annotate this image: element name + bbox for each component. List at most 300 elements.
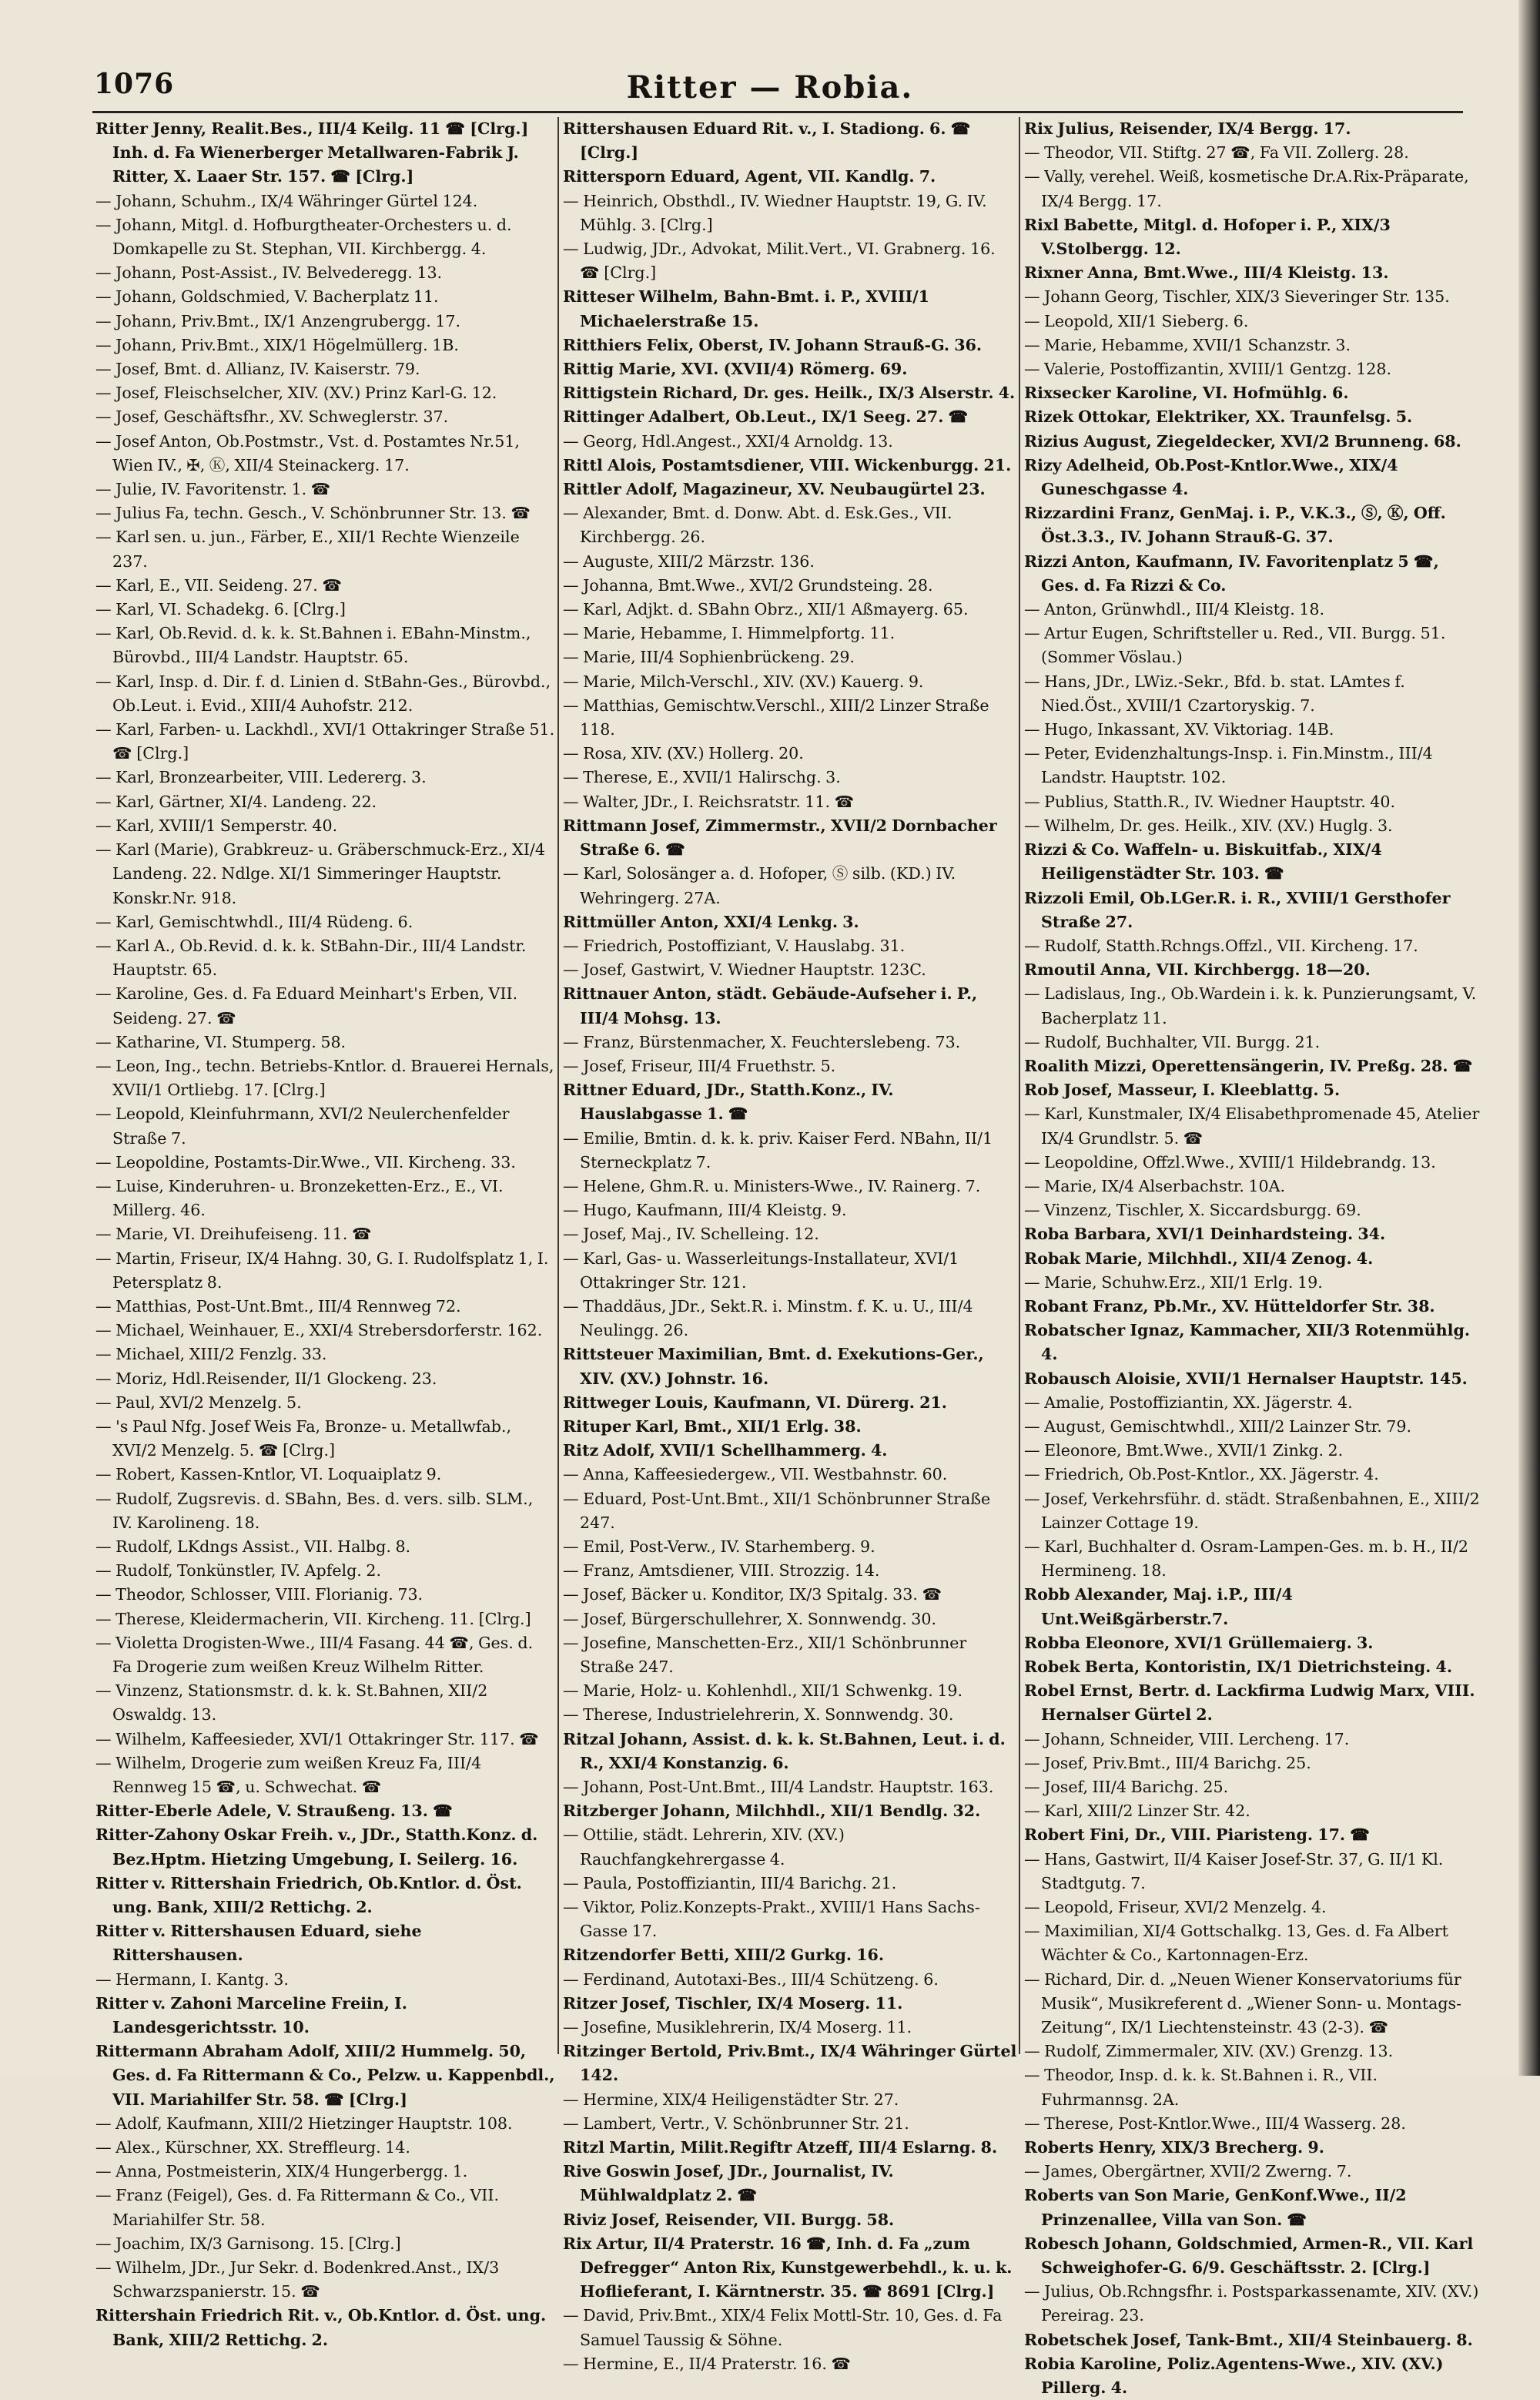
directory-entry-sub: [1024, 790, 1480, 814]
directory-entry-sub: [1024, 982, 1480, 1030]
directory-entry-sub: [563, 2088, 1017, 2112]
entry-text: — Rudolf, LKdngs Assist., VII. Halbg. 8.: [95, 1537, 411, 1556]
entry-text: Robesch Johann, Goldschmied, Armen-R., VII. Karl Schweighofer-G. 6/9. Geschäftsstr. 2. [Clrg.]: [1024, 2234, 1474, 2278]
directory-entry-sub: [1024, 814, 1480, 838]
directory-entry-sub: [1024, 1751, 1480, 1775]
column-divider: [557, 117, 559, 2054]
entry-text: — Vinzenz, Tischler, X. Siccardsburgg. 69.: [1024, 1201, 1361, 1220]
entry-text: Rizzi Anton, Kaufmann, IV. Favoritenplatz 5 ☎, Ges. d. Fa Rizzi & Co.: [1024, 551, 1439, 595]
entry-text: — August, Gemischtwhdl., XIII/2 Lainzer Str. 79.: [1024, 1416, 1412, 1436]
entry-text: Roalith Mizzi, Operettensängerin, IV. Preßg. 28. ☎: [1024, 1056, 1473, 1075]
directory-entry-sub: [95, 1463, 555, 1487]
entry-text: Rix Julius, Reisender, IX/4 Bergg. 17.: [1024, 119, 1351, 138]
entry-text: — Josef Anton, Ob.Postmstr., Vst. d. Postamtes Nr.51, Wien IV., ✠, Ⓚ, XII/4 Steinackerg. 17.: [95, 431, 520, 474]
entry-text: — Julius, Ob.Rchngsfhr. i. Postsparkassenamte, XIV. (XV.) Pereirag. 23.: [1024, 2282, 1479, 2325]
entry-text: Rittnauer Anton, städt. Gebäude-Aufseher i. P., III/4 Mohsg. 13.: [563, 984, 978, 1027]
directory-entry-sub: [95, 1222, 555, 1246]
entry-text: Rive Goswin Josef, JDr., Journalist, IV. Mühlwaldplatz 2. ☎: [563, 2162, 894, 2205]
entry-text: Robetschek Josef, Tank-Bmt., XII/4 Steinbauerg. 8.: [1024, 2330, 1473, 2349]
column-1: [95, 117, 555, 2349]
entry-text: — Paul, XVI/2 Menzelg. 5.: [95, 1393, 302, 1412]
directory-entry-sub: [563, 574, 1017, 598]
entry-text: — Matthias, Gemischtw.Verschl., XIII/2 Linzer Straße 118.: [563, 696, 989, 739]
directory-entry-sub: [95, 718, 555, 766]
directory-entry-sub: [1024, 2112, 1480, 2136]
directory-entry-head: [1024, 1295, 1480, 1319]
entry-text: Rittl Alois, Postamtsdiener, VIII. Wickenburgg. 21.: [563, 455, 1012, 474]
directory-entry-sub: [563, 1559, 1017, 1583]
entry-text: — Robert, Kassen-Kntlor, VI. Loquaiplatz 9.: [95, 1465, 442, 1484]
directory-entry-sub: [95, 934, 555, 982]
entry-text: — Karl, XVIII/1 Semperstr. 40.: [95, 816, 338, 835]
directory-entry-sub: [563, 1607, 1017, 1631]
entry-text: — Karl (Marie), Grabkreuz- u. Gräberschmuck-Erz., XI/4 Landeng. 22. Ndlge. XI/1 Simmeringer Hauptstr. Konskr.Nr. 918.: [95, 840, 545, 907]
entry-text: — Marie, Holz- u. Kohlenhdl., XII/1 Schwenkg. 19.: [563, 1681, 963, 1701]
directory-entry-sub: [1024, 1535, 1480, 1583]
directory-entry-sub: [563, 1031, 1017, 1054]
entry-text: — Emilie, Bmtin. d. k. k. priv. Kaiser Ferd. NBahn, II/1 Sterneckplatz 7.: [563, 1128, 993, 1172]
directory-entry-head: [1024, 550, 1480, 598]
entry-text: — Amalie, Postoffiziantin, XX. Jägerstr. 4.: [1024, 1393, 1353, 1412]
entry-text: — Hermine, XIX/4 Heiligenstädter Str. 27.: [563, 2090, 899, 2109]
entry-text: — Josef, Priv.Bmt., III/4 Barichg. 25.: [1024, 1753, 1311, 1772]
directory-entry-head: [1024, 381, 1480, 405]
entry-text: Roberts Henry, XIX/3 Brecherg. 9.: [1024, 2138, 1324, 2157]
directory-entry-sub: [95, 574, 555, 598]
entry-text: — Leopold, XII/1 Sieberg. 6.: [1024, 311, 1249, 330]
entry-text: — Anna, Kaffeesiedergew., VII. Westbahnstr. 60.: [563, 1465, 948, 1484]
entry-text: Rittler Adolf, Magazineur, XV. Neubaugürtel 23.: [563, 480, 986, 499]
directory-entry-sub: [563, 1872, 1017, 1896]
directory-entry-sub: [563, 958, 1017, 982]
directory-entry-sub: [1024, 1151, 1480, 1175]
directory-entry-head: [95, 2040, 555, 2112]
entry-text: — Leopoldine, Offzl.Wwe., XVIII/1 Hildebrandg. 13.: [1024, 1152, 1436, 1172]
directory-entry-sub: [95, 1559, 555, 1583]
entry-text: — Wilhelm, Kaffeesieder, XVI/1 Ottakringer Str. 117. ☎: [95, 1729, 539, 1748]
entry-text: Ritzer Josef, Tischler, IX/4 Moserg. 11.: [563, 1993, 903, 2013]
entry-text: — Franz (Feigel), Ges. d. Fa Rittermann & Co., VII. Mariahilfer Str. 58.: [95, 2186, 500, 2229]
entry-text: Robausch Aloisie, XVII/1 Hernalser Hauptstr. 145.: [1024, 1369, 1468, 1388]
entry-text: — Wilhelm, JDr., Jur Sekr. d. Bodenkred.Anst., IX/3 Schwarzspanierstr. 15. ☎: [95, 2258, 500, 2301]
entry-text: Roba Barbara, XVI/1 Deinhardsteing. 34.: [1024, 1225, 1386, 1244]
directory-entry-head: [563, 910, 1017, 934]
entry-text: — Hugo, Kaufmann, III/4 Kleistg. 9.: [563, 1201, 847, 1220]
entry-text: Rizek Ottokar, Elektriker, XX. Traunfelsg. 5.: [1024, 407, 1413, 427]
entry-text: — Vinzenz, Stationsmstr. d. k. k. St.Bahnen, XII/2 Oswaldg. 13.: [95, 1681, 488, 1725]
entry-text: — Richard, Dir. d. „Neuen Wiener Konservatoriums für Musik“, Musikreferent d. „Wiener Sonn- u. Montags-Zeitung“, IX/1 Liechtensteinstr. 43 (2-3). ☎: [1024, 1969, 1462, 2037]
directory-entry-sub: [95, 670, 555, 718]
directory-entry-sub: [563, 1222, 1017, 1246]
entry-text: — Marie, VI. Dreihufeiseng. 11. ☎: [95, 1225, 372, 1244]
directory-entry-head: [1024, 261, 1480, 285]
entry-text: — Therese, E., XVII/1 Halirschg. 3.: [563, 768, 841, 787]
entry-text: — Emil, Post-Verw., IV. Starhemberg. 9.: [563, 1537, 875, 1556]
directory-entry-sub: [563, 670, 1017, 694]
entry-text: — Karl sen. u. jun., Färber, E., XII/1 Rechte Wienzeile 237.: [95, 528, 520, 571]
entry-text: — Johann, Post-Unt.Bmt., III/4 Landstr. Hauptstr. 163.: [563, 1778, 994, 1797]
entry-text: Rittigstein Richard, Dr. ges. Heilk., IX/3 Alserstr. 4.: [563, 384, 1016, 403]
entry-text: — Josefine, Manschetten-Erz., XII/1 Schönbrunner Straße 247.: [563, 1633, 967, 1676]
entry-text: — Marie, Hebamme, I. Himmelpfortg. 11.: [563, 624, 896, 643]
directory-entry-sub: [563, 1295, 1017, 1342]
entry-text: — Alexander, Bmt. d. Donw. Abt. d. Esk.Ges., VII. Kirchbergg. 26.: [563, 504, 952, 547]
directory-entry-sub: [95, 1175, 555, 1222]
entry-text: Roberts van Son Marie, GenKonf.Wwe., II/2 Prinzenallee, Villa van Son. ☎: [1024, 2186, 1407, 2229]
directory-entry-head: [1024, 1367, 1480, 1391]
directory-entry-sub: [563, 1463, 1017, 1487]
entry-text: — Hans, Gastwirt, II/4 Kaiser Josef-Str. 37, G. II/1 Kl. Stadtgutg. 7.: [1024, 1849, 1444, 1892]
entry-text: Rizzoli Emil, Ob.LGer.R. i. R., XVIII/1 Gersthofer Straße 27.: [1024, 888, 1451, 931]
directory-entry-sub: [563, 2112, 1017, 2136]
entry-text: — Karl, VI. Schadekg. 6. [Clrg.]: [95, 600, 346, 619]
directory-entry-sub: [1024, 1919, 1480, 1967]
directory-entry-sub: [1024, 1271, 1480, 1295]
directory-entry-sub: [95, 1535, 555, 1559]
entry-text: Rizius August, Ziegeldecker, XVI/2 Brunneng. 68.: [1024, 431, 1461, 451]
entry-text: — Ferdinand, Autotaxi-Bes., III/4 Schützeng. 6.: [563, 1969, 939, 1989]
entry-text: — Hermann, I. Kantg. 3.: [95, 1969, 289, 1989]
entry-text: Ritter-Eberle Adele, V. Straußeng. 13. ☎: [95, 1802, 453, 1821]
directory-entry-sub: [1024, 357, 1480, 381]
directory-entry-sub: [1024, 934, 1480, 958]
entry-text: — James, Obergärtner, XVII/2 Zwerng. 7.: [1024, 2162, 1352, 2181]
entry-text: — Josef, Fleischselcher, XIV. (XV.) Prinz Karl-G. 12.: [95, 384, 497, 403]
directory-entry-sub: [1024, 598, 1480, 622]
entry-text: — Marie, Milch-Verschl., XIV. (XV.) Kauerg. 9.: [563, 672, 924, 691]
entry-text: — Johann, Priv.Bmt., IX/1 Anzengrubergg. 17.: [95, 311, 461, 330]
directory-entry-head: [563, 2160, 1017, 2207]
entry-text: Ritthiers Felix, Oberst, IV. Johann Strauß-G. 36.: [563, 335, 983, 354]
entry-text: — Rudolf, Zugsrevis. d. SBahn, Bes. d. vers. silb. SLM., IV. Karolineng. 18.: [95, 1489, 534, 1532]
entry-text: — Josefine, Musiklehrerin, IX/4 Moserg. 11.: [563, 2018, 912, 2037]
directory-entry-sub: [95, 1151, 555, 1175]
directory-entry-sub: [1024, 285, 1480, 309]
directory-entry-head: [1024, 2232, 1480, 2280]
directory-entry-sub: [95, 2112, 555, 2136]
directory-entry-sub: [95, 430, 555, 478]
entry-text: Robia Karoline, Poliz.Agentens-Wwe., XIV. (XV.) Pillerg. 4.: [1024, 2354, 1444, 2398]
entry-text: — Theodor, Insp. d. k. k. St.Bahnen i. R., VII. Fuhrmannsg. 2A.: [1024, 2066, 1378, 2109]
entry-text: — Josef, Bäcker u. Konditor, IX/3 Spitalg. 33. ☎: [563, 1585, 942, 1604]
entry-text: Rizzi & Co. Waffeln- u. Biskuitfab., XIX/4 Heiligenstädter Str. 103. ☎: [1024, 840, 1382, 883]
directory-entry-head: [1024, 2352, 1480, 2400]
directory-entry-head: [95, 2304, 555, 2351]
entry-text: — Rosa, XIV. (XV.) Hollerg. 20.: [563, 744, 804, 763]
entry-text: Rittsteuer Maximilian, Bmt. d. Exekutions-Ger., XIV. (XV.) Johnstr. 16.: [563, 1345, 984, 1388]
entry-text: — Violetta Drogisten-Wwe., III/4 Fasang. 44 ☎, Ges. d. Fa Drogerie zum weißen Kreuz Wilhelm Ritter.: [95, 1633, 534, 1676]
directory-entry-head: [1024, 958, 1480, 982]
entry-text: — Ludwig, JDr., Advokat, Milit.Vert., VI. Grabnerg. 16. ☎ [Clrg.]: [563, 240, 996, 283]
directory-entry-head: [1024, 1054, 1480, 1078]
entry-text: — Johann, Post-Assist., IV. Belvederegg. 13.: [95, 263, 443, 283]
directory-entry-sub: [95, 189, 555, 213]
directory-entry-sub: [95, 2232, 555, 2256]
directory-entry-head: [563, 2040, 1017, 2087]
entry-text: — Eleonore, Bmt.Wwe., XVII/1 Zinkg. 2.: [1024, 1441, 1344, 1460]
header-rule: [92, 111, 1463, 113]
entry-text: — Friedrich, Postoffiziant, V. Hauslabg. 31.: [563, 936, 906, 955]
entry-text: — Auguste, XIII/2 Märzstr. 136.: [563, 551, 815, 571]
entry-text: Ritzberger Johann, Milchhdl., XII/1 Bendlg. 32.: [563, 1802, 981, 1821]
directory-entry-sub: [95, 310, 555, 334]
entry-text: — Theodor, Schlosser, VIII. Florianig. 73.: [95, 1585, 424, 1604]
entry-text: — Josef, Geschäftsfhr., XV. Schweglerstr. 37.: [95, 407, 449, 427]
directory-entry-sub: [563, 1631, 1017, 1679]
directory-entry-sub: [1024, 1728, 1480, 1751]
entry-text: Robb Alexander, Maj. i.P., III/4 Unt.Weißgärberstr.7.: [1024, 1585, 1293, 1628]
entry-text: Rixl Babette, Mitgl. d. Hofoper i. P., XIX/3 V.Stolbergg. 12.: [1024, 215, 1391, 259]
entry-text: — Rudolf, Tonkünstler, IV. Apfelg. 2.: [95, 1561, 382, 1580]
entry-text: — Johann, Goldschmied, V. Bacherplatz 11.: [95, 287, 439, 307]
entry-text: — Rudolf, Statth.Rchngs.Offzl., VII. Kircheng. 17.: [1024, 936, 1418, 955]
entry-text: — 's Paul Nfg. Josef Weis Fa, Bronze- u. Metallwfab., XVI/2 Menzelg. 5. ☎ [Clrg.]: [95, 1416, 511, 1460]
directory-entry-head: [563, 357, 1017, 381]
entry-text: — Alex., Kürschner, XX. Streffleurg. 14.: [95, 2138, 410, 2157]
entry-text: — Franz, Bürstenmacher, X. Feuchterslebeng. 73.: [563, 1032, 961, 1051]
entry-text: — Heinrich, Obsthdl., IV. Wiedner Hauptstr. 19, G. IV. Mühlg. 3. [Clrg.]: [563, 191, 987, 234]
directory-entry-head: [563, 1728, 1017, 1775]
entry-text: — Marie, IX/4 Alserbachstr. 10A.: [1024, 1176, 1286, 1195]
directory-entry-head: [563, 1415, 1017, 1439]
directory-entry-sub: [95, 1968, 555, 1992]
directory-entry-head: [1024, 1631, 1480, 1655]
directory-entry-head: [563, 1078, 1017, 1126]
directory-entry-sub: [563, 1823, 1017, 1871]
directory-entry-head: [563, 381, 1017, 405]
directory-entry-head: [563, 454, 1017, 478]
entry-text: — Viktor, Poliz.Konzepts-Prakt., XVIII/1 Hans Sachs-Gasse 17.: [563, 1898, 980, 1941]
entry-text: Rix Artur, II/4 Praterstr. 16 ☎, Inh. d. Fa „zum Defregger“ Anton Rix, Kunstgewerbehdl., k. u. k. Hoflieferant, I. Kärntnerstr. 35. ☎ 8691 [Clrg.]: [563, 2234, 1013, 2301]
directory-entry-sub: [95, 1319, 555, 1342]
entry-text: Rittershausen Eduard Rit. v., I. Stadiong. 6. ☎ [Clrg.]: [563, 119, 971, 163]
column-2: [563, 117, 1017, 2373]
entry-text: — Josef, Maj., IV. Schelleing. 12.: [563, 1225, 819, 1244]
directory-entry-head: [563, 982, 1017, 1030]
directory-entry-sub: [563, 550, 1017, 574]
entry-text: — Eduard, Post-Unt.Bmt., XII/1 Schönbrunner Straße 247.: [563, 1489, 991, 1532]
directory-entry-head: [1024, 454, 1480, 501]
entry-text: — Wilhelm, Dr. ges. Heilk., XIV. (XV.) Huglg. 3.: [1024, 816, 1393, 835]
directory-entry-head: [563, 2208, 1017, 2232]
entry-text: — Publius, Statth.R., IV. Wiedner Hauptstr. 40.: [1024, 792, 1396, 811]
entry-text: — Hans, JDr., LWiz.-Sekr., Bfd. b. stat. LAmtes f. Nied.Öst., XVIII/1 Czartoryskig. 7.: [1024, 672, 1405, 715]
entry-text: Rixner Anna, Bmt.Wwe., III/4 Kleistg. 13.: [1024, 263, 1389, 283]
entry-text: Ritzl Martin, Milit.Regiftr Atzeff, III/4 Eslarng. 8.: [563, 2138, 998, 2157]
entry-text: — Karoline, Ges. d. Fa Eduard Meinhart's Erben, VII. Seideng. 27. ☎: [95, 984, 518, 1027]
directory-entry-sub: [1024, 1439, 1480, 1463]
directory-entry-head: [95, 117, 555, 189]
entry-text: Robba Eleonore, XVI/1 Grüllemaierg. 3.: [1024, 1633, 1374, 1652]
entry-text: Rob Josef, Masseur, I. Kleeblattg. 5.: [1024, 1081, 1341, 1100]
directory-entry-head: [563, 1342, 1017, 1390]
directory-entry-sub: [95, 1679, 555, 1727]
directory-entry-sub: [563, 766, 1017, 789]
directory-entry-head: [1024, 405, 1480, 429]
entry-text: — Karl, Gemischtwhdl., III/4 Rüdeng. 6.: [95, 912, 413, 931]
directory-entry-head: [563, 1391, 1017, 1415]
entry-text: — Josef, Gastwirt, V. Wiedner Hauptstr. 123C.: [563, 960, 926, 980]
entry-text: — Josef, Verkehrsführ. d. städt. Straßenbahnen, E., XIII/2 Lainzer Cottage 19.: [1024, 1489, 1480, 1532]
entry-text: Ritzinger Bertold, Priv.Bmt., IX/4 Währinger Gürtel 142.: [563, 2042, 1017, 2085]
directory-entry-head: [563, 117, 1017, 165]
directory-entry-sub: [1024, 1463, 1480, 1487]
entry-text: Ritter v. Rittershain Friedrich, Ob.Kntlor. d. Öst. ung. Bank, XIII/2 Rettichg. 2.: [95, 1873, 522, 1917]
entry-text: — Johann, Schuhm., IX/4 Währinger Gürtel 124.: [95, 191, 478, 210]
entry-text: Robert Fini, Dr., VIII. Piaristeng. 17. ☎: [1024, 1825, 1370, 1845]
directory-entry-sub: [95, 213, 555, 261]
entry-text: Rittersporn Eduard, Agent, VII. Kandlg. 7.: [563, 167, 936, 186]
directory-entry-head: [563, 814, 1017, 862]
entry-text: — Georg, Hdl.Angest., XXI/4 Arnoldg. 13.: [563, 431, 893, 451]
directory-entry-sub: [95, 1247, 555, 1295]
entry-text: — Therese, Post-Kntlor.Wwe., III/4 Wasserg. 28.: [1024, 2113, 1406, 2133]
directory-entry-sub: [95, 622, 555, 669]
entry-text: — Karl, Kunstmaler, IX/4 Elisabethpromenade 45, Atelier IX/4 Grundlstr. 5. ☎: [1024, 1104, 1480, 1148]
directory-entry-sub: [1024, 1799, 1480, 1823]
directory-entry-head: [563, 165, 1017, 189]
directory-entry-head: [1024, 430, 1480, 454]
directory-entry-sub: [1024, 1896, 1480, 1919]
directory-entry-sub: [95, 1751, 555, 1799]
directory-entry-head: [1024, 2136, 1480, 2160]
directory-entry-sub: [95, 910, 555, 934]
entry-text: Ritter v. Zahoni Marceline Freiin, I. Landesgerichtsstr. 10.: [95, 1993, 407, 2037]
directory-entry-sub: [95, 501, 555, 525]
entry-text: — Lambert, Vertr., V. Schönbrunner Str. 21.: [563, 2113, 909, 2133]
entry-text: — Adolf, Kaufmann, XIII/2 Hietzinger Hauptstr. 108.: [95, 2113, 513, 2133]
entry-text: Ritter v. Rittershausen Eduard, siehe Rittershausen.: [95, 1922, 422, 1965]
entry-text: — Karl, Insp. d. Dir. f. d. Linien d. StBahn-Ges., Bürovbd., Ob.Leut. i. Evid., XIII/4 Auhofstr. 212.: [95, 672, 551, 715]
directory-entry-sub: [1024, 1487, 1480, 1535]
directory-entry-sub: [563, 1679, 1017, 1703]
directory-entry-sub: [95, 766, 555, 789]
entry-text: — Marie, Schuhw.Erz., XII/1 Erlg. 19.: [1024, 1272, 1323, 1292]
entry-text: — Therese, Industrielehrerin, X. Sonnwendg. 30.: [563, 1705, 954, 1725]
directory-entry-head: [1024, 2328, 1480, 2352]
entry-text: Robel Ernst, Bertr. d. Lackfirma Ludwig Marx, VIII. Hernalser Gürtel 2.: [1024, 1681, 1475, 1725]
entry-text: — Valerie, Postoffizantin, XVIII/1 Gentzg. 128.: [1024, 360, 1392, 379]
directory-entry-sub: [1024, 334, 1480, 357]
directory-entry-sub: [1024, 1775, 1480, 1799]
entry-text: — Matthias, Post-Unt.Bmt., III/4 Rennweg 72.: [95, 1296, 461, 1316]
directory-entry-sub: [95, 285, 555, 309]
entry-text: — Vally, verehel. Weiß, kosmetische Dr.A.Rix-Präparate, IX/4 Bergg. 17.: [1024, 167, 1469, 210]
entry-text: — Artur Eugen, Schriftsteller u. Red., VII. Burgg. 51. (Sommer Vöslau.): [1024, 624, 1446, 667]
directory-entry-sub: [1024, 2280, 1480, 2328]
entry-text: — Wilhelm, Drogerie zum weißen Kreuz Fa, III/4 Rennweg 15 ☎, u. Schwechat. ☎: [95, 1753, 482, 1797]
directory-entry-sub: [95, 1415, 555, 1463]
entry-text: — Friedrich, Ob.Post-Kntlor., XX. Jägerstr. 4.: [1024, 1465, 1379, 1484]
entry-text: — Thaddäus, JDr., Sekt.R. i. Minstm. f. K. u. U., III/4 Neulingg. 26.: [563, 1296, 973, 1340]
entry-text: — Hugo, Inkassant, XV. Viktoriag. 14B.: [1024, 720, 1334, 739]
directory-entry-sub: [95, 1295, 555, 1319]
entry-text: — Paula, Postoffiziantin, III/4 Barichg. 21.: [563, 1873, 897, 1892]
directory-entry-sub: [95, 2136, 555, 2160]
directory-entry-sub: [1024, 141, 1480, 165]
entry-text: Rittweger Louis, Kaufmann, VI. Dürerg. 21.: [563, 1393, 947, 1412]
directory-entry-sub: [95, 1054, 555, 1102]
directory-entry-sub: [95, 598, 555, 622]
entry-text: — Katharine, VI. Stumperg. 58.: [95, 1032, 346, 1051]
directory-entry-sub: [95, 1031, 555, 1054]
directory-entry-sub: [95, 334, 555, 357]
entry-text: — Walter, JDr., I. Reichsratstr. 11. ☎: [563, 792, 855, 811]
entry-text: — Josef, Bmt. d. Allianz, IV. Kaiserstr. 79.: [95, 360, 420, 379]
entry-text: Robak Marie, Milchhdl., XII/4 Zenog. 4.: [1024, 1249, 1374, 1268]
directory-entry-head: [563, 1439, 1017, 1463]
directory-entry-head: [1024, 213, 1480, 261]
entry-text: Robatscher Ignaz, Kammacher, XII/3 Rotenmühlg. 4.: [1024, 1321, 1471, 1364]
directory-entry-sub: [1024, 1391, 1480, 1415]
directory-entry-sub: [95, 525, 555, 573]
directory-entry-sub: [563, 189, 1017, 237]
entry-text: — Julie, IV. Favoritenstr. 1. ☎: [95, 480, 331, 499]
directory-entry-head: [95, 1799, 555, 1823]
entry-text: Ritter Jenny, Realit.Bes., III/4 Keilg. 11 ☎ [Clrg.] Inh. d. Fa Wienerberger Metallwaren-Fabrik J. Ritter, X. Laaer Str. 157. ☎ [Clrg.]: [95, 119, 529, 186]
entry-text: — Ladislaus, Ing., Ob.Wardein i. k. k. Punzierungsamt, V. Bacherplatz 11.: [1024, 984, 1477, 1027]
directory-entry-sub: [95, 2256, 555, 2304]
entry-text: Rizy Adelheid, Ob.Post-Kntlor.Wwe., XIX/4 Guneschgasse 4.: [1024, 455, 1398, 499]
directory-entry-head: [1024, 1823, 1480, 1847]
entry-text: — Karl, XIII/2 Linzer Str. 42.: [1024, 1802, 1250, 1821]
directory-entry-head: [1024, 1222, 1480, 1246]
directory-entry-head: [563, 334, 1017, 357]
directory-entry-sub: [95, 2160, 555, 2184]
entry-text: — Julius Fa, techn. Gesch., V. Schönbrunner Str. 13. ☎: [95, 504, 531, 523]
entry-text: — Josef, Bürgerschullehrer, X. Sonnwendg. 30.: [563, 1609, 937, 1628]
entry-text: — Karl, Farben- u. Lackhdl., XVI/1 Ottakringer Straße 51. ☎ [Clrg.]: [95, 720, 555, 763]
directory-entry-sub: [1024, 1968, 1480, 2040]
entry-text: — Johann, Schneider, VIII. Lercheng. 17.: [1024, 1729, 1350, 1748]
entry-text: — Leopold, Kleinfuhrmann, XVI/2 Neulerchenfelder Straße 7.: [95, 1104, 510, 1148]
directory-entry-sub: [95, 261, 555, 285]
directory-entry-sub: [563, 1968, 1017, 1992]
entry-text: — Joachim, IX/3 Garnisong. 15. [Clrg.]: [95, 2234, 401, 2253]
entry-text: — Leon, Ing., techn. Betriebs-Kntlor. d. Brauerei Hernals, XVII/1 Ortliebg. 17. [Clrg.]: [95, 1056, 554, 1100]
entry-text: — Karl, Buchhalter d. Osram-Lampen-Ges. m. b. H., II/2 Hermineng. 18.: [1024, 1537, 1469, 1580]
directory-entry-head: [1024, 1655, 1480, 1679]
directory-entry-sub: [563, 501, 1017, 549]
directory-entry-head: [1024, 1679, 1480, 1727]
entry-text: — Marie, III/4 Sophienbrückeng. 29.: [563, 648, 855, 667]
entry-text: — Michael, XIII/2 Fenzlg. 33.: [95, 1345, 327, 1364]
entry-text: Ritz Adolf, XVII/1 Schellhammerg. 4.: [563, 1441, 888, 1460]
directory-entry-sub: [95, 1728, 555, 1751]
entry-text: — Johanna, Bmt.Wwe., XVI/2 Grundsteing. 28.: [563, 575, 933, 595]
directory-entry-sub: [1024, 1175, 1480, 1198]
entry-text: — Maximilian, XI/4 Gottschalkg. 13, Ges. d. Fa Albert Wächter & Co., Kartonnagen-Erz.: [1024, 1922, 1448, 1965]
directory-entry-head: [563, 405, 1017, 429]
directory-entry-sub: [563, 622, 1017, 645]
directory-entry-sub: [563, 862, 1017, 910]
directory-entry-sub: [1024, 622, 1480, 669]
directory-entry-sub: [1024, 165, 1480, 213]
directory-entry-sub: [95, 1102, 555, 1150]
entry-text: — Josef, III/4 Barichg. 25.: [1024, 1778, 1229, 1797]
directory-entry-head: [1024, 1078, 1480, 1102]
directory-entry-sub: [95, 1367, 555, 1391]
directory-entry-sub: [563, 694, 1017, 742]
directory-entry-sub: [1024, 1031, 1480, 1054]
entry-text: — Karl, Gas- u. Wasserleitungs-Installateur, XVI/1 Ottakringer Str. 121.: [563, 1249, 959, 1292]
directory-entry-sub: [563, 645, 1017, 669]
directory-entry-sub: [563, 2304, 1017, 2351]
entry-text: Riviz Josef, Reisender, VII. Burgg. 58.: [563, 2210, 895, 2229]
entry-text: — Karl A., Ob.Revid. d. k. k. StBahn-Dir., III/4 Landstr. Hauptstr. 65.: [95, 936, 527, 980]
entry-text: Rituper Karl, Bmt., XII/1 Erlg. 38.: [563, 1416, 862, 1436]
entry-text: — Michael, Weinhauer, E., XXI/4 Strebersdorferstr. 162.: [95, 1321, 543, 1340]
